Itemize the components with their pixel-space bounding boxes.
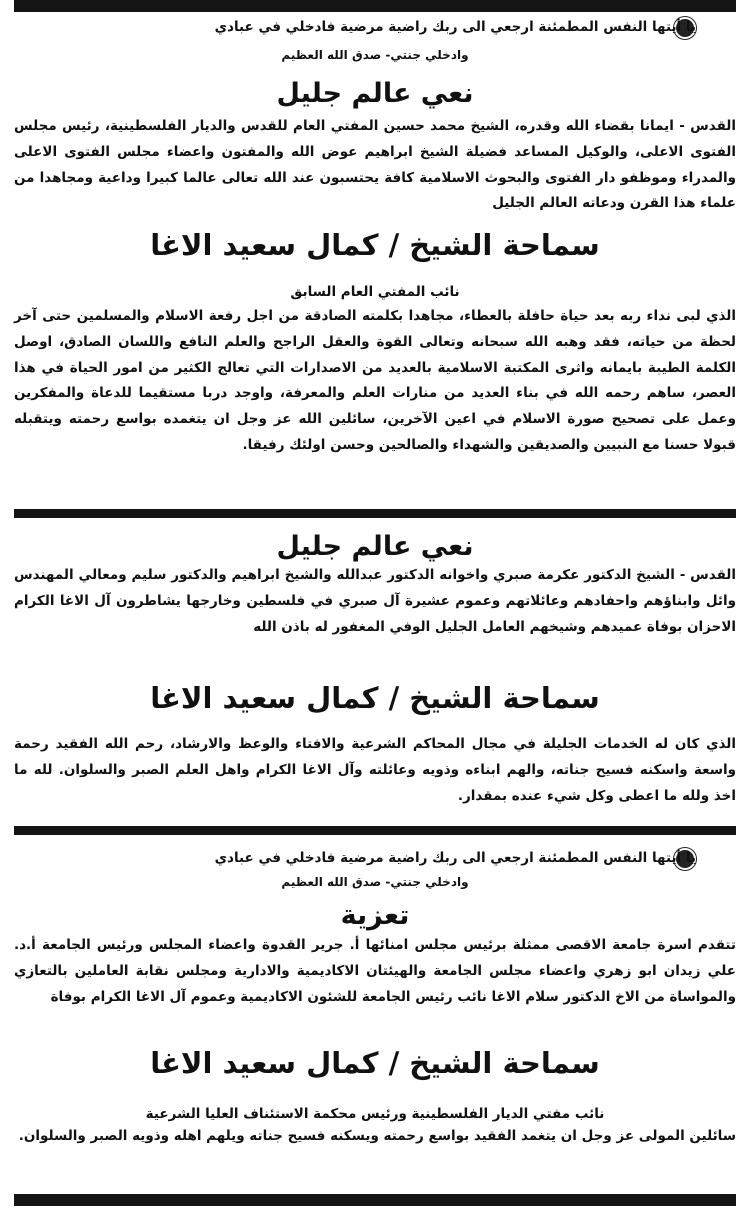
notice3-body2: سائلين المولى عز وجل ان يتغمد الفقيد بواسع رحمته ويسكنه فسيح جناته ويلهم اهله وذويه الصبر والسلوان. <box>18 1128 736 1144</box>
notice1-body: القدس - ايمانا بقضاء الله وقدره، الشيخ محمد حسين المفتي العام للقدس والديار الفلسطينية، رئيس مجلس الفتوى الاعلى، والوكيل المساعد فضيلة الشيخ ابراهيم عوض الله والمفتون واعضاء مجلس الفتوى الاعلى والمدراء وموظفو دار الفتوى والبحوث الاسلامية كافة يحتسبون عند الله تعالى عالما كبيرا وداعية ومجاهدا من علماء هذا القرن ودعاته العالم الجليل <box>14 118 736 212</box>
top-divider <box>14 0 736 12</box>
bottom-divider <box>14 1194 736 1206</box>
quran-verse-line2: وادخلي جنتي- صدق الله العظيم <box>281 48 469 62</box>
quran-verse-line1: يا أيتها النفس المطمئنة ارجعي الى ربك راضية مرضية فادخلي في عبادي <box>214 19 696 35</box>
notice1-heading: نعي عالم جليل <box>276 78 474 109</box>
notice1-deceased-title: نائب المفتي العام السابق <box>290 284 460 300</box>
notice2-body2: الذي كان له الخدمات الجليلة في مجال المحاكم الشرعية والافتاء والوعظ والارشاد، رحم الله الفقيد رحمة واسعة واسكنه فسيح جناته، والهم ابناءه وذويه وعائلته وآل الاغا الكرام واهل العلم الصبر والسلوان. لله ما اخذ ولله ما اعطى وكل شيء عنده بمقدار. <box>14 736 736 804</box>
notice3-heading: تعزية <box>340 900 410 931</box>
section-divider <box>14 826 736 835</box>
notice2-heading: نعي عالم جليل <box>276 531 474 562</box>
notice1-deceased-name: سماحة الشيخ / كمال سعيد الاغا <box>150 228 600 262</box>
notice3-deceased-name: سماحة الشيخ / كمال سعيد الاغا <box>150 1046 600 1080</box>
notice2-deceased-name: سماحة الشيخ / كمال سعيد الاغا <box>150 681 600 715</box>
notice3-deceased-title: نائب مفتي الديار الفلسطينية ورئيس محكمة الاستئناف العليا الشرعية <box>145 1106 605 1122</box>
notice2-body: القدس - الشيخ الدكتور عكرمة صبري واخوانه الدكتور عبدالله والشيخ ابراهيم والدكتور سليم ومعالي المهندس وائل وابناؤهم واحفادهم وعائلاتهم وعموم عشيرة آل صبري في فلسطين وخارجها يشاطرون آل الاغا الكرام الاحزان بوفاة عميدهم وشيخهم العامل الجليل الوفي المغفور له باذن الله <box>14 567 736 635</box>
quran-verse-line2: وادخلي جنتي- صدق الله العظيم <box>281 875 469 889</box>
notice1-body2: الذي لبى نداء ربه بعد حياة حافلة بالعطاء، مجاهدا بكلمته الصادقة من اجل رفعة الاسلام والمسلمين حتى آخر لحظة من حياته، فقد وهبه الله سبحانه وتعالى القوة والعقل الراجح والعلم النافع واللسان الصادق، اوصل الكلمة الطيبة بايمانه واثرى المكتبة الاسلامية بالعديد من الاصدارات التي تعالج الكثير من امور الحياة في هذا العصر، ساهم رحمه الله في بناء العديد من منارات العلم والمعرفة، واوجد دربا مستقيما للدعاة والمفكرين وعمل على تصحيح صورة الاسلام في اعين الآخرين، سائلين الله عز وجل ان يتغمده بواسع رحمته ويتقبله قبولا حسنا مع النبيين والصديقين والشهداء والصالحين وحسن اولئك رفيقا. <box>14 308 736 453</box>
notice3-body: تتقدم اسرة جامعة الاقصى ممثلة برئيس مجلس امنائها أ. جرير القدوة واعضاء المجلس ورئيس الجامعة أ.د. علي زيدان ابو زهري واعضاء مجلس الجامعة والهيئتان الاكاديمية والادارية ومجلس نقابة العاملين بالتعازي والمواساة من الاخ الدكتور سلام الاغا نائب رئيس الجامعة للشئون الاكاديمية وعموم آل الاغا الكرام بوفاة <box>14 937 736 1005</box>
section-divider <box>14 509 736 518</box>
obituary-page <box>14 0 736 1210</box>
quran-verse-line1: يا أيتها النفس المطمئنة ارجعي الى ربك راضية مرضية فادخلي في عبادي <box>214 850 696 866</box>
